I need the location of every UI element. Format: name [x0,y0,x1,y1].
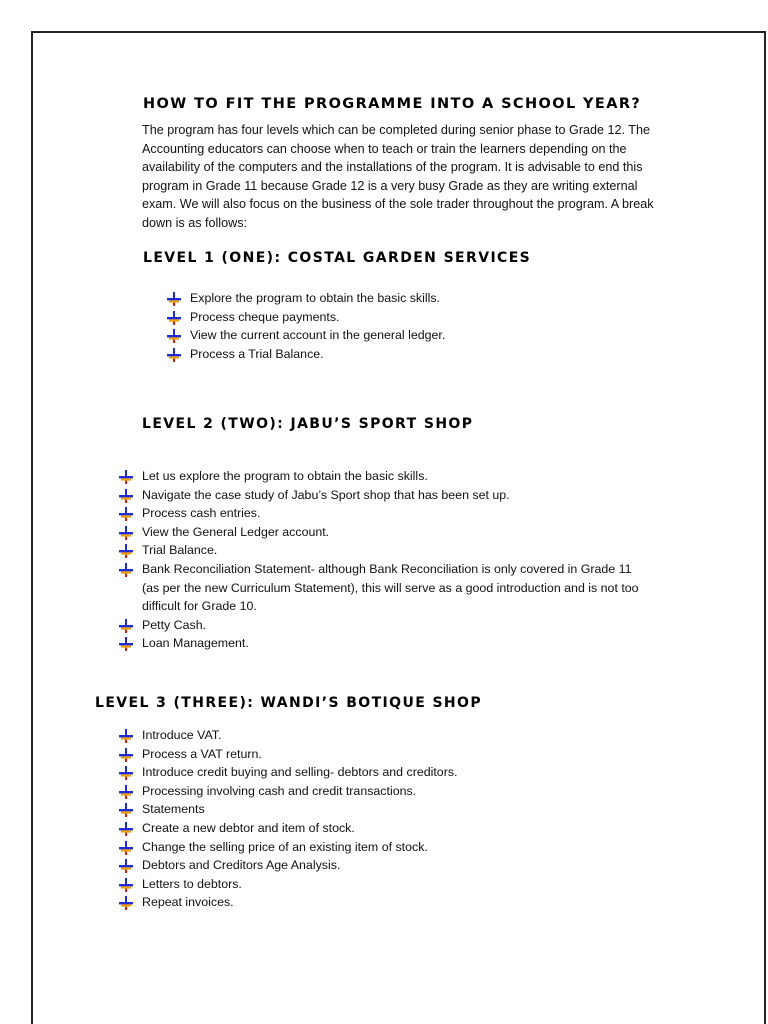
pushpin-icon [118,526,134,540]
list-item-text: Process a Trial Balance. [190,346,324,361]
pushpin-icon [118,859,134,873]
list-item-text: Explore the program to obtain the basic skills. [190,291,441,305]
pushpin-icon [118,729,134,743]
list-item-text: Introduce VAT. [142,728,222,742]
list-item-text: Letters to debtors. [142,876,242,891]
list-item [117,763,647,782]
list-item [117,726,647,745]
pushpin-icon [118,803,134,817]
list-item-text: Loan Management. [142,636,249,651]
level-3-list [117,726,647,912]
list-item [117,819,647,838]
level-3-heading: LEVEL 3 (THREE): WANDI’S BOTIQUE SHOP [95,695,483,711]
list-item-text: Process cash entries. [142,506,261,521]
level-1-heading: LEVEL 1 (ONE): COSTAL GARDEN SERVICES [143,250,532,266]
pushpin-icon [166,311,182,325]
list-item-text: Repeat invoices. [142,895,234,910]
list-item-text: Process cheque payments. [190,309,340,324]
list-item-text: Trial Balance. [142,543,218,558]
list-item [117,875,647,894]
list-item [117,800,647,819]
pushpin-icon [118,841,134,855]
pushpin-icon [118,470,134,484]
list-item [117,560,647,616]
list-item [117,467,647,486]
list-item [117,745,647,764]
list-item-text: Introduce credit buying and selling- debtors and creditors. [142,765,458,780]
pushpin-icon [118,785,134,799]
pushpin-icon [118,507,134,521]
list-item-text: Change the selling price of an existing item of stock. [142,839,428,854]
list-item-text: Navigate the case study of Jabu’s Sport shop that has been set up. [142,487,510,502]
list-item-text: Let us explore the program to obtain the basic skills. [142,469,428,483]
pushpin-icon [118,544,134,558]
list-item [117,486,647,505]
pushpin-icon [118,748,134,762]
pushpin-icon [118,896,134,910]
list-item-text: View the current account in the general ledger. [190,328,446,343]
pushpin-icon [118,637,134,651]
list-item [117,893,647,912]
list-item [117,523,647,542]
main-heading: HOW TO FIT THE PROGRAMME INTO A SCHOOL YEAR? [143,96,642,112]
pushpin-icon [166,292,182,306]
pushpin-icon [118,878,134,892]
list-item [117,616,647,635]
list-item-text: Bank Reconciliation Statement- although Bank Reconciliation is only covered in Grade 11 (as per the new Curriculum Statement), this will serve as a good introduction and is not too difficult for Grade 10. [142,561,639,614]
pushpin-icon [118,822,134,836]
list-item [165,308,645,327]
list-item [117,782,647,801]
list-item-text: Debtors and Creditors Age Analysis. [142,858,341,873]
list-item-text: Processing involving cash and credit transactions. [142,783,417,798]
list-item [165,345,645,364]
list-item [117,504,647,523]
list-item-text: Create a new debtor and item of stock. [142,820,355,835]
list-item [117,541,647,560]
pushpin-icon [118,619,134,633]
pushpin-icon [118,563,134,577]
list-item [117,634,647,653]
list-item [165,326,645,345]
pushpin-icon [118,766,134,780]
list-item [117,856,647,875]
list-item-text: Petty Cash. [142,617,207,632]
level-2-list [117,467,647,653]
pushpin-icon [166,329,182,343]
list-item-text: Statements [142,802,205,817]
list-item-text: Process a VAT return. [142,746,262,761]
list-item [117,838,647,857]
list-item-text: View the General Ledger account. [142,524,330,539]
list-item [165,289,645,308]
level-2-heading: LEVEL 2 (TWO): JABU’S SPORT SHOP [142,416,474,432]
level-1-list [165,289,645,363]
pushpin-icon [118,489,134,503]
pushpin-icon [166,348,182,362]
intro-paragraph: The program has four levels which can be completed during senior phase to Grade 12. The Accounting educators can choose when to teach or train the learners depending on the availability of the computers and the installations of the program. It is advisable to end this program in Grade 11 because Grade 12 is a very busy Grade as they are writing external exam. We will also focus on the business of the sole trader throughout the program. A break down is as follows: [142,123,654,230]
